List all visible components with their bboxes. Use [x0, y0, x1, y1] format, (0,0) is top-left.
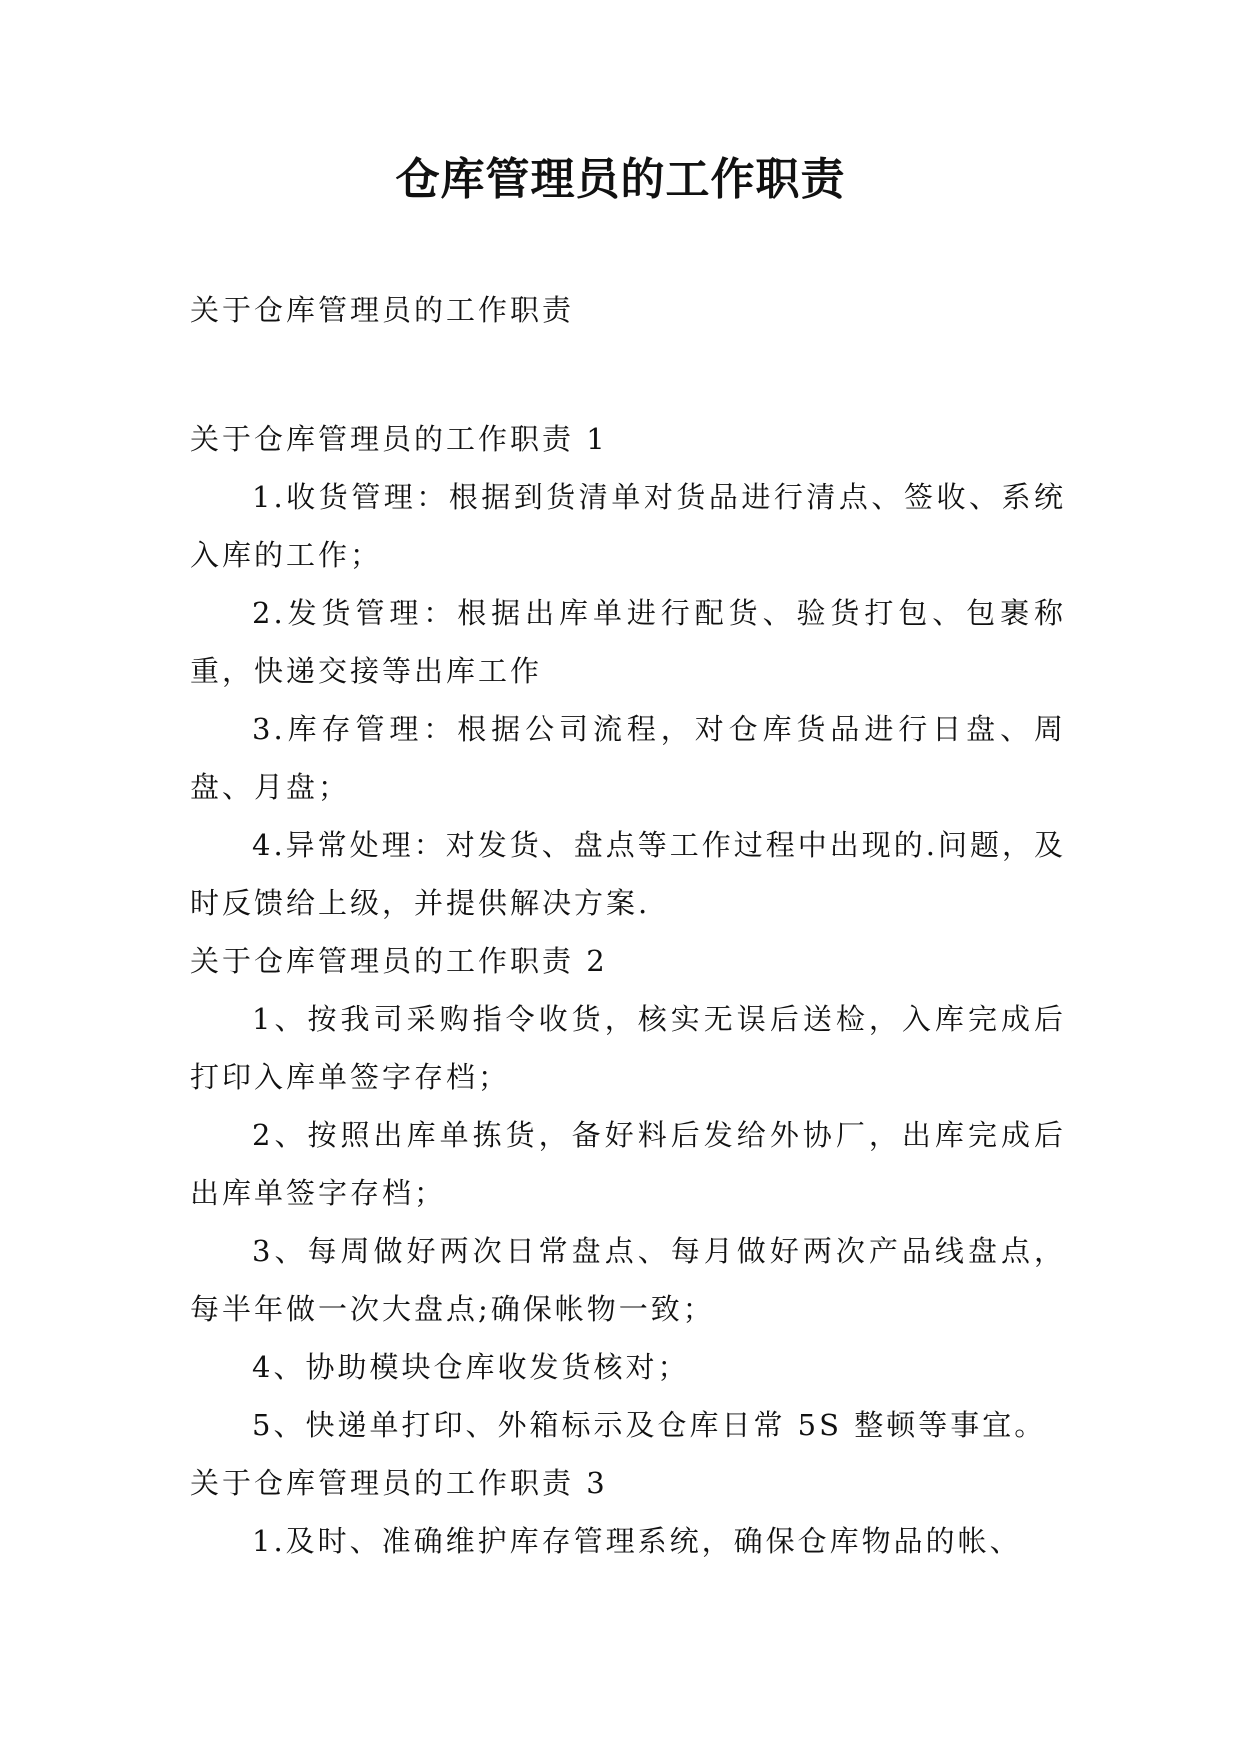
section-heading: 关于仓库管理员的工作职责 3 [190, 1466, 608, 1500]
paragraph: 1.收货管理：根据到货清单对货品进行清点、签收、系统入库的工作； [190, 480, 1066, 572]
document-subtitle: 关于仓库管理员的工作职责 [190, 293, 575, 327]
paragraph: 4.异常处理：对发货、盘点等工作过程中出现的.问题，及时反馈给上级，并提供解决方案. [190, 828, 1066, 920]
section-2 [190, 932, 1066, 1454]
section-heading: 关于仓库管理员的工作职责 1 [190, 422, 608, 456]
paragraph: 4、协助模块仓库收发货核对； [252, 1350, 690, 1384]
paragraph: 5、快递单打印、外箱标示及仓库日常 5S 整顿等事宜。 [252, 1408, 1047, 1442]
document-body [190, 410, 1066, 1570]
document-title: 仓库管理员的工作职责 [395, 154, 846, 205]
paragraph: 1、按我司采购指令收货，核实无误后送检，入库完成后打印入库单签字存档； [190, 1002, 1066, 1094]
paragraph: 2、按照出库单拣货，备好料后发给外协厂，出库完成后出库单签字存档； [190, 1118, 1066, 1210]
paragraph: 3.库存管理：根据公司流程，对仓库货品进行日盘、周盘、月盘； [190, 712, 1066, 804]
paragraph: 3、每周做好两次日常盘点、每月做好两次产品线盘点，每半年做一次大盘点;确保帐物一致； [190, 1234, 1066, 1326]
paragraph: 1.及时、准确维护库存管理系统，确保仓库物品的帐、 [252, 1524, 1022, 1558]
section-3 [190, 1454, 1066, 1570]
section-heading: 关于仓库管理员的工作职责 2 [190, 944, 608, 978]
section-1 [190, 410, 1066, 932]
paragraph: 2.发货管理：根据出库单进行配货、验货打包、包裹称重，快递交接等出库工作 [190, 596, 1066, 688]
